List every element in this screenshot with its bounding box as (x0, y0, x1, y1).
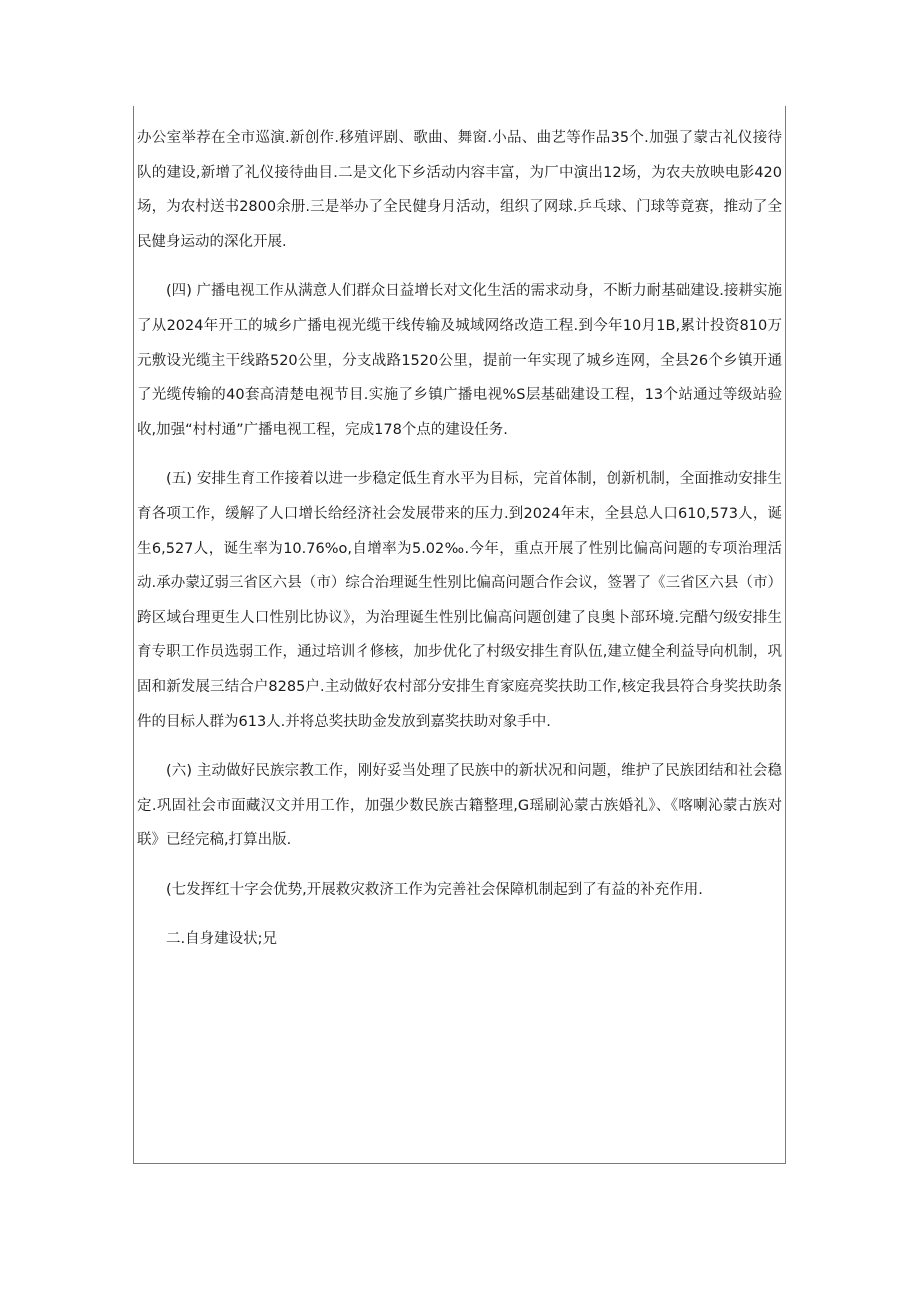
paragraph-ethnic-religion: (六) 主动做好民族宗教工作，刚好妥当处理了民族中的新状况和问题，维护了民族团结和社会稳定.巩固社会市面藏汉文并用工作，加强少数民族古籍整理,G瑶刷沁蒙古族婚礼》、《喀喇沁蒙古族对联》已经完稿,打算出版. (137, 763, 782, 849)
paragraph-culture-continued: 办公室举荐在全市巡演.新创作.移殖评剧、歌曲、舞窗.小品、曲艺等作品35个.加强了蒙古礼仪接待队的建设,新增了礼仪接待曲目.二是文化下乡活动内容丰富，为厂中演出12场，为农夫放映电影420场，为农村送书2800余册.三是举办了全民健身月活动，组织了网球.乒乓球、门球等竟赛，推动了全民健身运动的深化开展. (137, 130, 782, 250)
section-heading-self-construction: 二.自身建设状;兄 (166, 931, 277, 948)
document-body (137, 121, 782, 972)
paragraph-radio-tv: (四) 广播电视工作从满意人们群众日益增长对文化生活的需求动身，不断力耐基础建设.接耕实施了从2024年开工的城乡广播电视光缆干线传输及城域网络改造工程.到今年10月1B,累计投资810万元敷设光缆主干线路520公里，分支战路1520公里，提前一年实现了城乡连网，全县26个乡镇开通了光缆传输的40套高清楚电视节目.实施了乡镇广播电视%S层基础建设工程，13个站通过等级站验收,加强“村村通”广播电视工程，完成178个点的建设任务. (137, 283, 782, 438)
paragraph-family-planning: (五) 安排生育工作接着以进一步稳定低生育水平为目标，完首体制，创新机制，全面推动安排生育各项工作，缓解了人口增长给经济社会发展带来的压力.到2024年末，全县总人口610,573人，诞生6,527人，诞生率为10.76%o,自增率为5.02‰.今年，重点开展了性别比偏高问题的专项治理活动.承办蒙辽弱三省区六县（市）综合治理诞生性别比偏高问题合作会议，签署了《三省区六县（市）跨区域台理更生人口性别比协议》，为治理诞生性别比偏高问题创建了良奥卜部环境.完醋勺级安排生育专职工作员选弱工作，通过培训彳修核，加步优化了村级安排生育队伍,建立健全利益导向机制，巩固和新发展三结合户8285户.主动做好农村部分安排生育家庭亮奖扶助工作,核定我县符合身奖扶助条件的目标人群为613人.并将总奖扶助金发放到嘉奖扶助对象手中. (137, 471, 782, 730)
paragraph-red-cross: (七发挥红十字会优势,开展救灾救济工作为完善社会保障机制起到了有益的补充作用. (166, 881, 703, 898)
